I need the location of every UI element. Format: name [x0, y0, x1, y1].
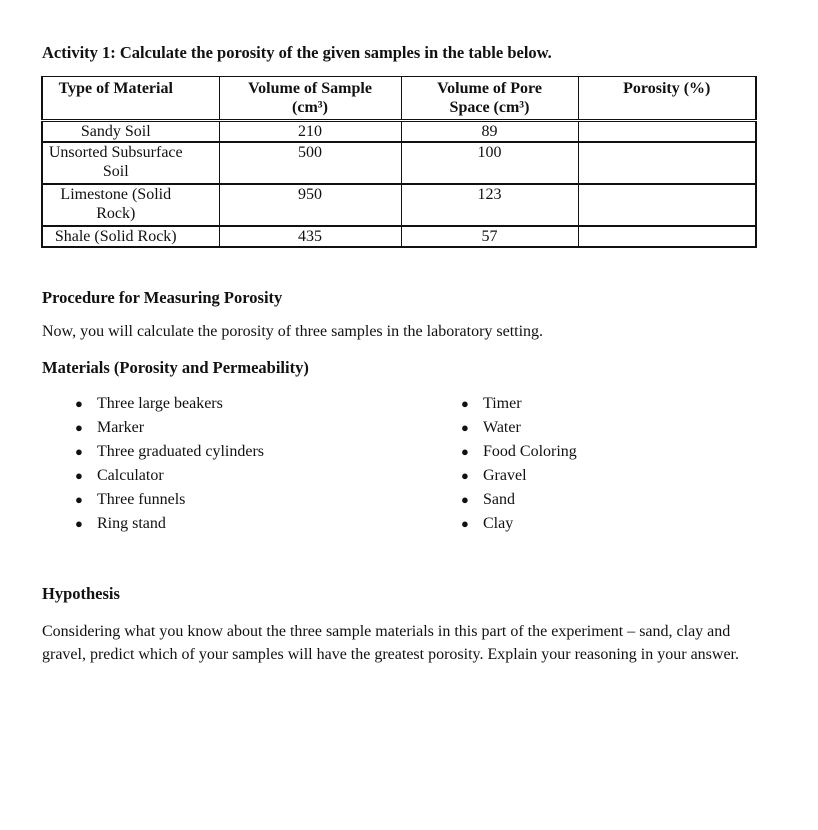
header-sample-label: Volume of Sample — [248, 80, 372, 97]
bullet-icon: ● — [461, 492, 469, 507]
bullet-icon: ● — [75, 444, 83, 459]
list-item — [71, 488, 264, 512]
table-row — [42, 142, 756, 184]
list-item-text: Calculator — [97, 467, 164, 484]
list-item-text: Ring stand — [97, 515, 166, 532]
list-item — [71, 416, 264, 440]
header-volume-of-pore-space — [401, 77, 578, 121]
cell-type: Sandy Soil — [42, 121, 219, 143]
list-item — [71, 512, 264, 536]
list-item — [71, 440, 264, 464]
cell-sample-volume: 500 — [219, 142, 401, 184]
list-item — [71, 392, 264, 416]
cell-pore-volume: 89 — [401, 121, 578, 143]
table-row — [42, 226, 756, 247]
cell-porosity-input[interactable] — [578, 142, 756, 184]
list-item — [457, 416, 577, 440]
cell-sample-volume: 435 — [219, 226, 401, 247]
bullet-icon: ● — [75, 468, 83, 483]
list-item — [457, 392, 577, 416]
bullet-icon: ● — [75, 492, 83, 507]
cell-type: Limestone (Solid Rock) — [42, 184, 219, 226]
cell-porosity-input[interactable] — [578, 121, 756, 143]
bullet-icon: ● — [75, 516, 83, 531]
procedure-text: Now, you will calculate the porosity of three samples in the laboratory setting. — [42, 323, 544, 340]
list-item — [457, 488, 577, 512]
cell-type: Unsorted Subsurface Soil — [42, 142, 219, 184]
header-pore-label: Volume of Pore — [437, 80, 542, 97]
list-item-text: Water — [483, 419, 521, 436]
list-item-text: Gravel — [483, 467, 527, 484]
hypothesis-heading: Hypothesis — [42, 584, 120, 603]
list-item-text: Clay — [483, 515, 514, 532]
header-pore-unit: Space (cm³) — [449, 99, 530, 116]
header-porosity-label: Porosity (%) — [623, 80, 711, 97]
list-item-text: Three funnels — [97, 491, 186, 508]
table-row — [42, 121, 756, 143]
list-item — [71, 464, 264, 488]
materials-heading: Materials (Porosity and Permeability) — [42, 358, 309, 377]
hypothesis-text: Considering what you know about the three sample materials in this part of the experiment – sand, clay and gravel, predict which of your samples will have the greatest porosity. Explain your reasoning in your answer. — [42, 623, 739, 663]
cell-type: Shale (Solid Rock) — [42, 226, 219, 247]
table-row — [42, 184, 756, 226]
bullet-icon: ● — [461, 468, 469, 483]
cell-porosity-input[interactable] — [578, 226, 756, 247]
header-porosity — [578, 77, 756, 121]
activity-title: Activity 1: Calculate the porosity of the given samples in the table below. — [42, 43, 552, 62]
list-item — [457, 464, 577, 488]
header-type-of-material — [42, 77, 219, 121]
header-volume-of-sample — [219, 77, 401, 121]
procedure-heading: Procedure for Measuring Porosity — [42, 288, 283, 307]
porosity-table — [41, 76, 757, 248]
cell-pore-volume: 100 — [401, 142, 578, 184]
list-item-text: Three graduated cylinders — [97, 443, 265, 460]
cell-sample-volume: 210 — [219, 121, 401, 143]
bullet-icon: ● — [461, 516, 469, 531]
bullet-icon: ● — [461, 396, 469, 411]
cell-pore-volume: 123 — [401, 184, 578, 226]
list-item-text: Timer — [483, 395, 522, 412]
cell-pore-volume: 57 — [401, 226, 578, 247]
bullet-icon: ● — [461, 420, 469, 435]
bullet-icon: ● — [75, 420, 83, 435]
list-item-text: Food Coloring — [483, 443, 577, 460]
list-item-text: Three large beakers — [97, 395, 223, 412]
bullet-icon: ● — [75, 396, 83, 411]
cell-sample-volume: 950 — [219, 184, 401, 226]
list-item — [457, 440, 577, 464]
cell-porosity-input[interactable] — [578, 184, 756, 226]
list-item-text: Marker — [97, 419, 145, 436]
materials-list-right — [457, 392, 577, 536]
list-item — [457, 512, 577, 536]
header-type-label: Type of Material — [58, 80, 173, 97]
table-header-row — [42, 77, 756, 121]
header-sample-unit: (cm³) — [292, 99, 328, 116]
list-item-text: Sand — [483, 491, 515, 508]
materials-list-left — [71, 392, 264, 536]
bullet-icon: ● — [461, 444, 469, 459]
